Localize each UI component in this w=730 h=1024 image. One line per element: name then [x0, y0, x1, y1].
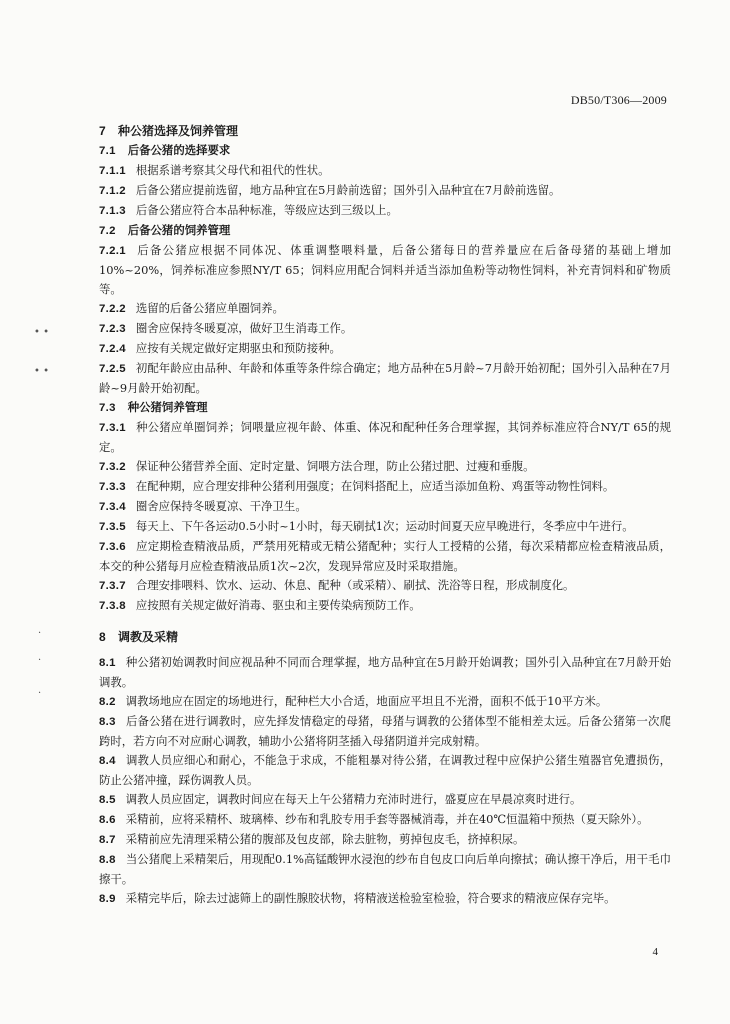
clause-number: 7.3.6 — [99, 541, 126, 553]
clause-text: 当公猪爬上采精架后，用现配0.1%高锰酸钾水浸泡的纱布自包皮口向后单向擦拭；确认擦干净后，用干毛巾擦干。 — [99, 852, 671, 886]
clause-text: 根据系谱考察其父母代和祖代的性状。 — [135, 163, 330, 177]
clause-paragraph — [99, 457, 671, 477]
clause-text: 后备公猪在进行调教时，应先择发情稳定的母猪，母猪与调教的公猪体型不能相差太远。后备公猪第一次爬跨时，若方向不对应耐心调教，辅助小公猪将阴茎插入母猪阴道并完成射精。 — [99, 714, 671, 748]
clause-number: 8.5 — [99, 794, 116, 806]
page-number: 4 — [652, 946, 658, 958]
scan-mark: · — [38, 655, 42, 666]
clause-text: 保证种公猪营养全面、定时定量、饲喂方法合理，防止公猪过肥、过瘦和垂腹。 — [135, 459, 535, 473]
clause-paragraph — [99, 319, 671, 339]
clause-text: 圈舍应保持冬暖夏凉、干净卫生。 — [135, 499, 307, 513]
clause-number: 7.3.8 — [99, 600, 126, 612]
clause-text: 种公猪应单圈饲养；饲喂量应视年龄、体重、体况和配种任务合理掌握，其饲养标准应符合NY/T 65的规定。 — [99, 420, 671, 454]
clause-number: 8.4 — [99, 755, 116, 767]
clause-number: 8.6 — [99, 814, 116, 826]
section-heading — [99, 141, 671, 161]
clause-number: 8.7 — [99, 834, 116, 846]
clause-number: 7.3.5 — [99, 521, 126, 533]
clause-number: 7.1.1 — [99, 165, 126, 177]
clause-paragraph — [99, 537, 671, 576]
clause-text: 后备公猪应符合本品种标准，等级应达到三级以上。 — [135, 203, 398, 217]
clause-number: 7.3.4 — [99, 501, 126, 513]
clause-text: 调教场地应在固定的场地进行，配种栏大小合适，地面应平坦且不光滑，面积不低于10平方米。 — [125, 694, 608, 708]
clause-paragraph — [99, 339, 671, 359]
clause-number: 7.3 — [99, 402, 116, 414]
clause-text: 初配年龄应由品种、年龄和体重等条件综合确定；地方品种在5月龄~7月龄开始初配；国外引入品种在7月龄~9月龄开始初配。 — [99, 361, 671, 395]
clause-number: 7.3.3 — [99, 481, 126, 493]
section-heading — [99, 398, 671, 418]
clause-number: 7.3.7 — [99, 580, 126, 592]
clause-number: 8 — [99, 630, 106, 644]
clause-text: 采精前应先清理采精公猪的腹部及包皮部，除去脏物，剪掉包皮毛，挤掉积尿。 — [125, 832, 525, 846]
clause-number: 7.2.3 — [99, 323, 126, 335]
clause-paragraph — [99, 299, 671, 319]
scan-mark: · — [38, 688, 42, 699]
clause-text: 后备公猪应根据不同体况、体重调整喂料量，后备公猪每日的营养量应在后备母猪的基础上增加10%~20%，饲养标准应参照NY/T 65；饲料应用配合饲料并适当添加鱼粉等动物性饲料，补充青饲料和矿物质等。 — [99, 243, 671, 296]
clause-number: 7.2 — [99, 225, 116, 237]
clause-paragraph — [99, 161, 671, 181]
clause-paragraph — [99, 712, 671, 751]
clause-paragraph — [99, 201, 671, 221]
clause-paragraph — [99, 830, 671, 850]
clause-paragraph — [99, 751, 671, 790]
clause-number: 7 — [99, 124, 106, 138]
section-heading — [99, 628, 671, 647]
scan-mark: • • — [34, 327, 49, 338]
clause-text: 后备公猪的饲养管理 — [127, 223, 231, 237]
clause-paragraph — [99, 497, 671, 517]
clause-number: 8.8 — [99, 854, 116, 866]
scan-mark: · — [38, 628, 42, 639]
clause-number: 8.3 — [99, 716, 116, 728]
clause-number: 7.3.2 — [99, 461, 126, 473]
clause-number: 7.2.4 — [99, 343, 126, 355]
clause-paragraph — [99, 181, 671, 201]
clause-text: 应按有关规定做好定期驱虫和预防接种。 — [135, 341, 341, 355]
clause-paragraph — [99, 653, 671, 692]
clause-paragraph — [99, 517, 671, 537]
clause-text: 调教及采精 — [117, 630, 178, 644]
clause-number: 7.2.5 — [99, 363, 126, 375]
clause-text: 调教人员应固定，调教时间应在每天上午公猪精力充沛时进行，盛夏应在早晨凉爽时进行。 — [125, 792, 582, 806]
clause-number: 7.2.2 — [99, 303, 126, 315]
clause-paragraph — [99, 596, 671, 616]
clause-text: 合理安排喂料、饮水、运动、休息、配种（或采精）、刷拭、洗浴等日程，形成制度化。 — [135, 578, 575, 592]
document-code: DB50/T306—2009 — [570, 93, 667, 107]
clause-number: 7.3.1 — [99, 422, 126, 434]
clause-number: 7.1.3 — [99, 205, 126, 217]
clause-paragraph — [99, 889, 671, 909]
clause-text: 在配种期，应合理安排种公猪利用强度；在饲料搭配上，应适当添加鱼粉、鸡蛋等动物性饲料。 — [135, 479, 615, 493]
section-heading — [99, 122, 671, 141]
document-body — [99, 122, 671, 909]
clause-text: 种公猪饲养管理 — [127, 400, 208, 414]
clause-text: 种公猪初始调教时间应视品种不同而合理掌握，地方品种宜在5月龄开始调教；国外引入品种宜在7月龄开始调教。 — [99, 655, 671, 689]
clause-text: 后备公猪的选择要求 — [127, 143, 231, 157]
clause-paragraph — [99, 810, 671, 830]
clause-text: 采精前，应将采精杯、玻璃棒、纱布和乳胶专用手套等器械消毒，并在40℃恒温箱中预热（夏天除外）。 — [125, 812, 649, 826]
clause-paragraph — [99, 359, 671, 398]
clause-paragraph — [99, 241, 671, 299]
clause-number: 7.1.2 — [99, 185, 126, 197]
clause-text: 应按照有关规定做好消毒、驱虫和主要传染病预防工作。 — [135, 598, 421, 612]
clause-text: 每天上、下午各运动0.5小时~1小时，每天刷拭1次；运动时间夏天应早晚进行，冬季应中午进行。 — [135, 519, 634, 533]
clause-paragraph — [99, 850, 671, 889]
clause-text: 采精完毕后，除去过滤筛上的副性腺胶状物，将精液送检验室检验，符合要求的精液应保存完毕。 — [125, 891, 616, 905]
section-heading — [99, 221, 671, 241]
clause-text: 调教人员应细心和耐心，不能急于求成，不能粗暴对待公猪，在调教过程中应保护公猪生殖器官免遭损伤，防止公猪冲撞，踩伤调教人员。 — [99, 753, 671, 787]
clause-text: 应定期检查精液品质，严禁用死精或无精公猪配种；实行人工授精的公猪，每次采精都应检查精液品质，本交的种公猪每月应检查精液品质1次~2次，发现异常应及时采取措施。 — [99, 539, 671, 573]
clause-number: 8.9 — [99, 893, 116, 905]
clause-paragraph — [99, 692, 671, 712]
clause-paragraph — [99, 790, 671, 810]
clause-text: 种公猪选择及饲养管理 — [117, 124, 238, 138]
clause-number: 8.1 — [99, 657, 116, 669]
clause-text: 圈舍应保持冬暖夏凉，做好卫生消毒工作。 — [135, 321, 353, 335]
clause-paragraph — [99, 576, 671, 596]
scan-mark: • • — [34, 366, 49, 377]
clause-text: 后备公猪应提前选留，地方品种宜在5月龄前选留；国外引入品种宜在7月龄前选留。 — [135, 183, 561, 197]
clause-paragraph — [99, 418, 671, 457]
clause-paragraph — [99, 477, 671, 497]
clause-number: 7.1 — [99, 145, 116, 157]
clause-number: 8.2 — [99, 696, 116, 708]
clause-text: 选留的后备公猪应单圈饲养。 — [135, 301, 284, 315]
clause-number: 7.2.1 — [99, 245, 126, 257]
